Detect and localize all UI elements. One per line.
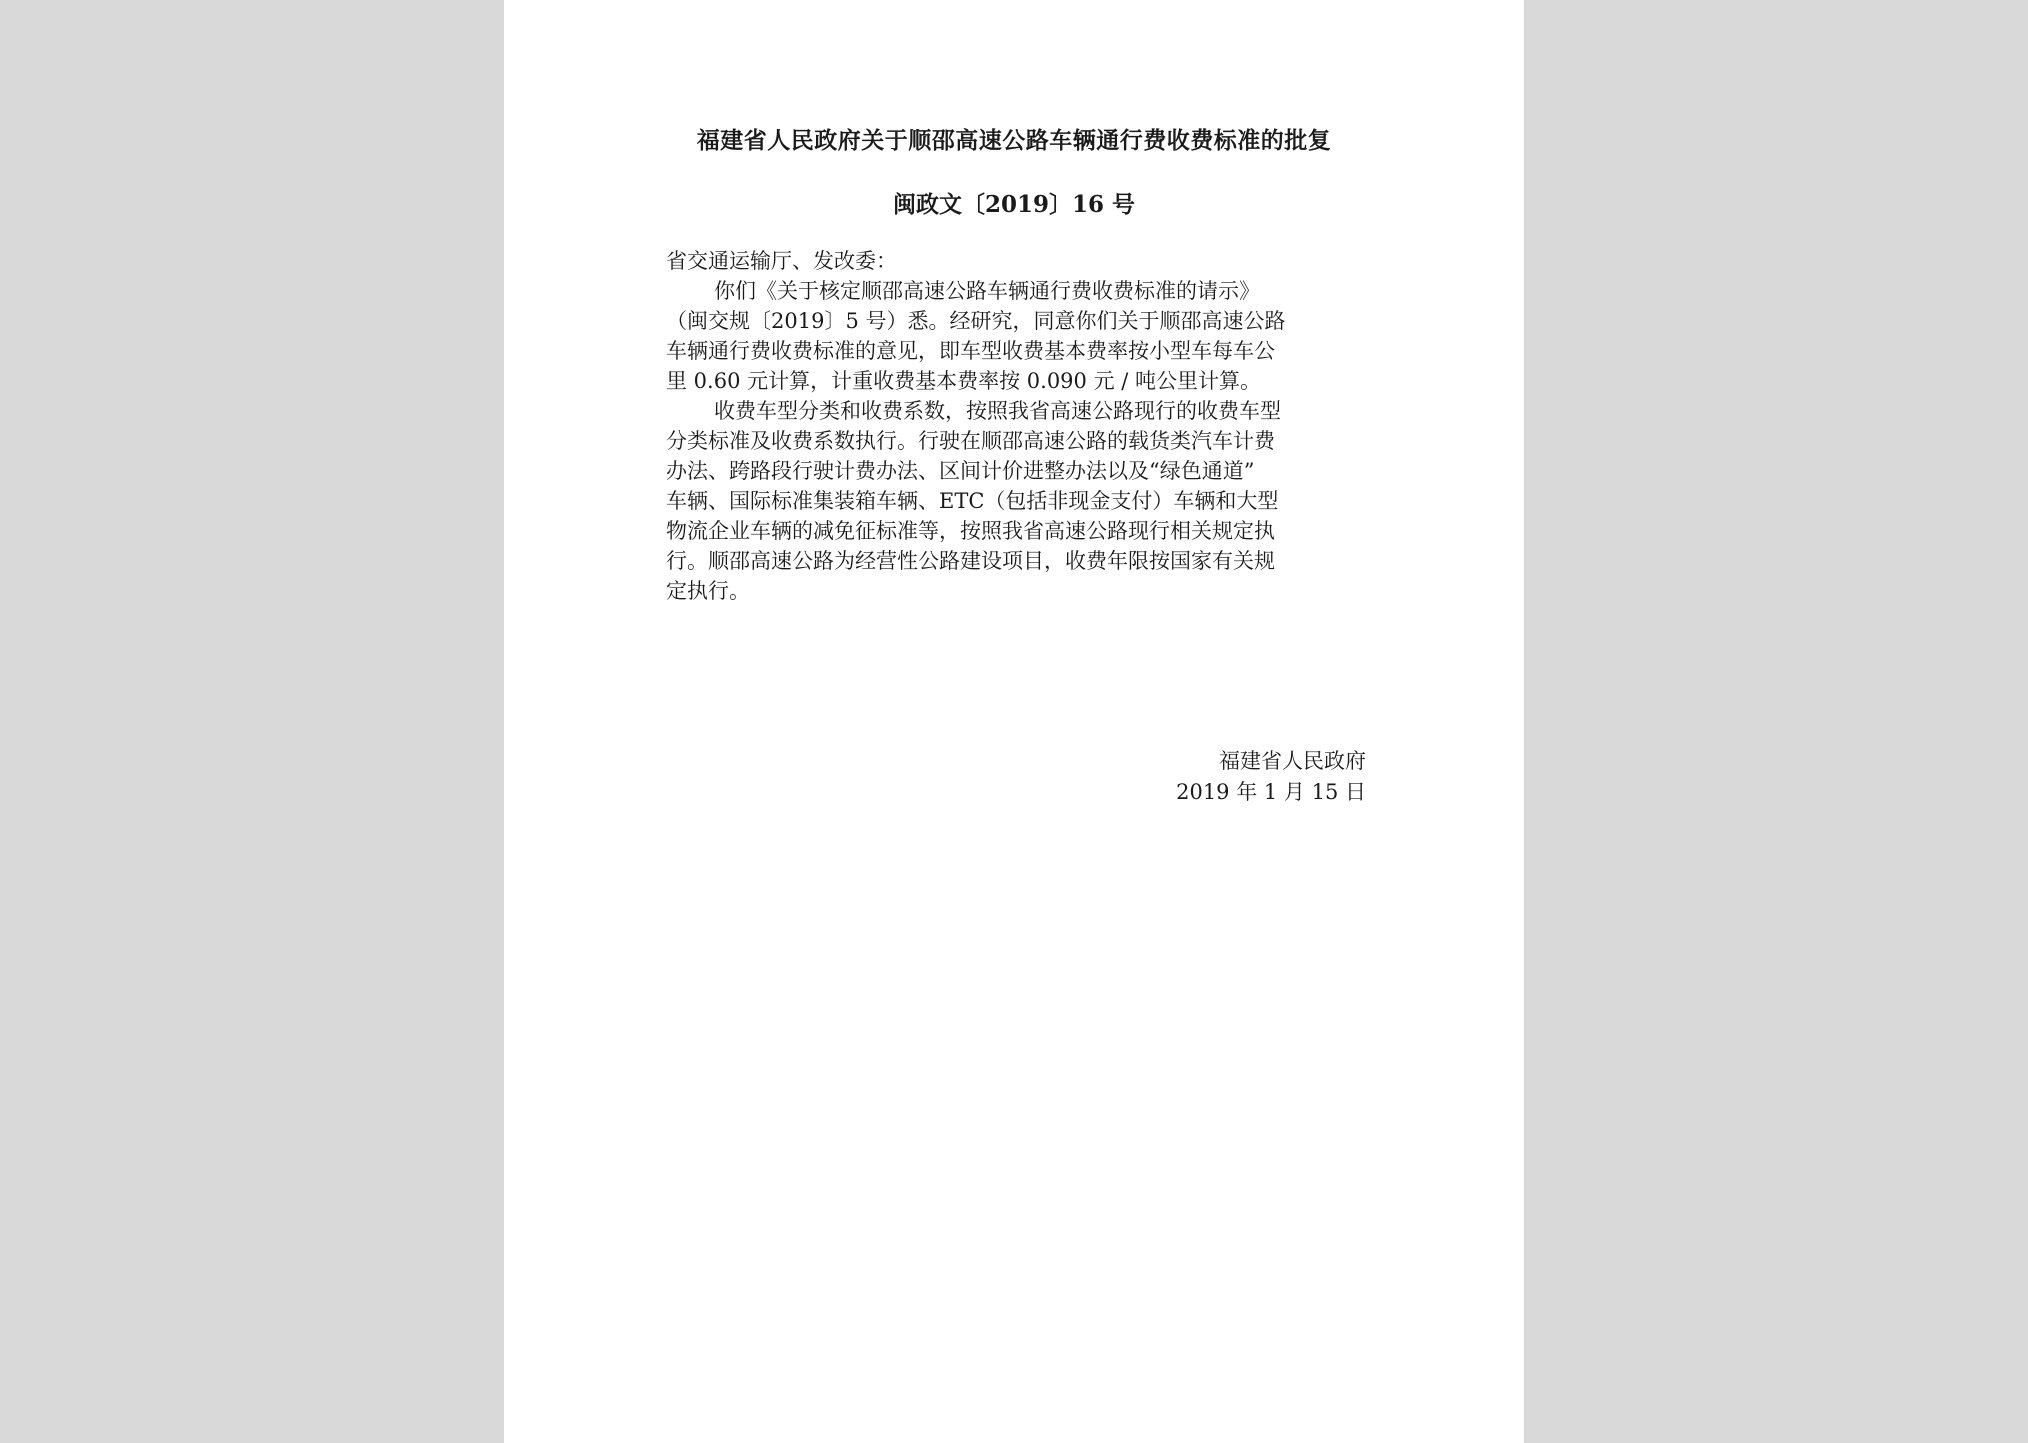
signature-block — [1176, 746, 1366, 808]
paragraph-2-line: 收费车型分类和收费系数，按照我省高速公路现行的收费车型 — [714, 399, 1281, 423]
paragraph-2-line: 定执行。 — [666, 579, 750, 603]
issue-date: 2019 年 1 月 15 日 — [1176, 780, 1366, 804]
paragraph-1-line: 里 0.60 元计算，计重收费基本费率按 0.090 元 / 吨公里计算。 — [666, 369, 1262, 393]
paragraph-1-line: （闽交规〔2019〕5 号）悉。经研究，同意你们关于顺邵高速公路 — [666, 309, 1286, 333]
paragraph-1-line: 你们《关于核定顺邵高速公路车辆通行费收费标准的请示》 — [714, 279, 1260, 303]
document-title: 福建省人民政府关于顺邵高速公路车辆通行费收费标准的批复 — [696, 127, 1332, 154]
paragraph-2-line: 办法、跨路段行驶计费办法、区间计价进整办法以及“绿色通道” — [666, 459, 1255, 483]
document-body — [666, 246, 1366, 606]
document-number: 闽政文〔2019〕16 号 — [892, 191, 1136, 218]
document-page — [504, 0, 1524, 1443]
paragraph-1-line: 车辆通行费收费标准的意见，即车型收费基本费率按小型车每车公 — [666, 339, 1275, 363]
paragraph-2-line: 物流企业车辆的减免征标准等，按照我省高速公路现行相关规定执 — [666, 519, 1275, 543]
addressee: 省交通运输厅、发改委： — [666, 249, 897, 273]
issuer-name: 福建省人民政府 — [1219, 749, 1366, 773]
paragraph-2-line: 行。顺邵高速公路为经营性公路建设项目，收费年限按国家有关规 — [666, 549, 1275, 573]
paragraph-2-line: 分类标准及收费系数执行。行驶在顺邵高速公路的载货类汽车计费 — [666, 429, 1275, 453]
paragraph-2-line: 车辆、国际标准集装箱车辆、ETC（包括非现金支付）车辆和大型 — [666, 489, 1279, 513]
